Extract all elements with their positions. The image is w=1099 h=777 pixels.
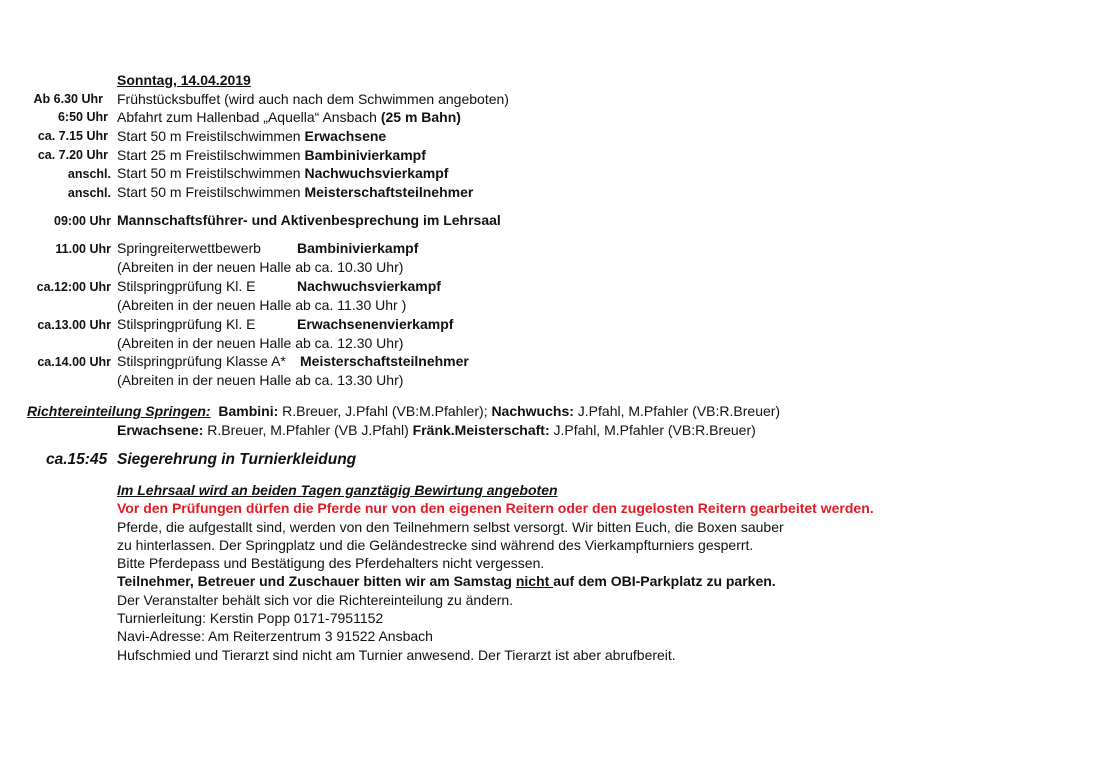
ceremony-time: ca.15:45 <box>46 451 108 468</box>
schedule-highlight: Meisterschaftsteilnehmer <box>304 184 474 200</box>
note-line: Hufschmied und Tierarzt sind nicht am Turnier anwesend. Der Tierarzt ist aber abrufbereit. <box>117 647 676 663</box>
note-line: zu hinterlassen. Der Springplatz und die Geländestrecke sind während des Vierkampfturniers gesperrt. <box>117 537 754 553</box>
jumping-event: Springreiterwettbewerb <box>117 240 261 256</box>
judges-line-2 <box>117 422 756 438</box>
schedule-text <box>117 128 386 144</box>
meeting-text: Mannschaftsführer- und Aktivenbesprechung im Lehrsaal <box>117 212 501 228</box>
judges-erwachsene-label: Erwachsene: <box>117 422 204 438</box>
note-line: Der Veranstalter behält sich vor die Richtereinteilung zu ändern. <box>117 592 514 608</box>
jumping-time: ca.13.00 Uhr <box>37 318 111 332</box>
jumping-note: (Abreiten in der neuen Halle ab ca. 11.30 Uhr ) <box>117 297 407 313</box>
jumping-group: Bambinivierkampf <box>297 240 419 256</box>
judges-line-1 <box>27 403 780 419</box>
catering-note: Im Lehrsaal wird an beiden Tagen ganztägig Bewirtung angeboten <box>117 482 558 498</box>
parking-note <box>117 573 776 589</box>
warning-note: Vor den Prüfungen dürfen die Pferde nur von den eigenen Reitern oder den zugelosten Reitern gearbeitet werden. <box>117 500 874 516</box>
schedule-time: 6:50 Uhr <box>57 110 108 124</box>
jumping-event: Stilspringprüfung Klasse A* <box>117 353 286 369</box>
schedule-text <box>117 184 473 200</box>
jumping-event: Stilspringprüfung Kl. E <box>117 278 256 294</box>
schedule-time: ca. 7.20 Uhr <box>37 148 108 162</box>
jumping-note: (Abreiten in der neuen Halle ab ca. 10.30 Uhr) <box>117 259 404 275</box>
judges-bambini-label: Bambini: <box>218 403 279 419</box>
address-line: Navi-Adresse: Am Reiterzentrum 3 91522 Ansbach <box>117 628 433 644</box>
schedule-text <box>117 91 509 107</box>
schedule-time: Ab 6.30 Uhr <box>33 92 103 106</box>
jumping-note: (Abreiten in der neuen Halle ab ca. 13.30 Uhr) <box>117 372 404 388</box>
schedule-highlight: Nachwuchsvierkampf <box>304 165 449 181</box>
schedule-time: anschl. <box>67 167 111 181</box>
schedule-text <box>117 109 461 125</box>
ceremony-text: Siegerehrung in Turnierkleidung <box>117 451 357 468</box>
judges-erwachsene: R.Breuer, M.Pfahler (VB J.Pfahl) <box>203 422 413 438</box>
schedule-time: anschl. <box>67 186 111 200</box>
schedule-desc: Start 50 m Freistilschwimmen <box>117 128 305 144</box>
schedule-highlight: Bambinivierkampf <box>304 147 426 163</box>
judges-meister-label: Fränk.Meisterschaft: <box>412 422 550 438</box>
note-line: Bitte Pferdepass und Bestätigung des Pferdehalters nicht vergessen. <box>117 555 545 571</box>
jumping-time: ca.14.00 Uhr <box>37 355 111 369</box>
jumping-time: ca.12:00 Uhr <box>36 280 111 294</box>
judges-meister: J.Pfahl, M.Pfahler (VB:R.Breuer) <box>549 422 756 438</box>
schedule-desc: Start 50 m Freistilschwimmen <box>117 184 305 200</box>
parking-text: Teilnehmer, Betreuer und Zuschauer bitten wir am Samstag <box>117 573 516 589</box>
jumping-note: (Abreiten in der neuen Halle ab ca. 12.30 Uhr) <box>117 335 404 351</box>
meeting-time: 09:00 Uhr <box>54 214 111 228</box>
schedule-text <box>117 147 426 163</box>
note-line: Pferde, die aufgestallt sind, werden von den Teilnehmern selbst versorgt. Wir bitten Euch, die Boxen sauber <box>117 519 784 535</box>
jumping-event: Stilspringprüfung Kl. E <box>117 316 256 332</box>
judges-bambini: R.Breuer, J.Pfahl (VB:M.Pfahler); <box>278 403 492 419</box>
schedule-desc: Abfahrt zum Hallenbad „Aquella“ Ansbach <box>117 109 381 125</box>
schedule-highlight: (25 m Bahn) <box>380 109 461 125</box>
schedule-desc: Frühstücksbuffet (wird auch nach dem Schwimmen angeboten) <box>117 91 509 107</box>
judges-nachwuchs-label: Nachwuchs: <box>491 403 574 419</box>
judges-nachwuchs: J.Pfahl, M.Pfahler (VB:R.Breuer) <box>573 403 781 419</box>
schedule-highlight: Erwachsene <box>304 128 387 144</box>
schedule-desc: Start 25 m Freistilschwimmen <box>117 147 305 163</box>
day-heading: Sonntag, 14.04.2019 <box>117 72 251 88</box>
schedule-time: ca. 7.15 Uhr <box>37 129 108 143</box>
parking-text: auf dem OBI-Parkplatz zu parken. <box>553 573 776 589</box>
jumping-group: Nachwuchsvierkampf <box>297 278 441 294</box>
schedule-text <box>117 165 448 181</box>
jumping-time: 11.00 Uhr <box>55 242 111 256</box>
jumping-group: Meisterschaftsteilnehmer <box>300 353 469 369</box>
parking-emphasis: nicht <box>515 573 554 589</box>
schedule-desc: Start 50 m Freistilschwimmen <box>117 165 305 181</box>
judges-label: Richtereinteilung Springen: <box>27 403 211 419</box>
contact-line: Turnierleitung: Kerstin Popp 0171-7951152 <box>117 610 384 626</box>
jumping-group: Erwachsenenvierkampf <box>297 316 454 332</box>
